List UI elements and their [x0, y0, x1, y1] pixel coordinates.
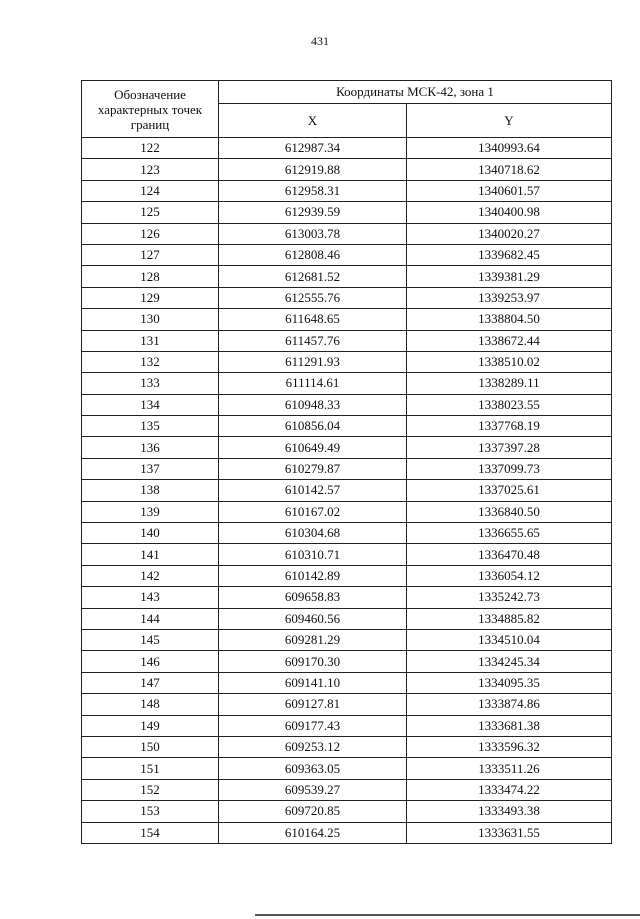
table-row: [82, 523, 612, 544]
point-id-cell: 134: [82, 394, 219, 415]
table-row: [82, 202, 612, 223]
point-id-cell: 151: [82, 758, 219, 779]
y-coordinate-cell: 1337025.61: [407, 480, 612, 501]
point-id-cell: 137: [82, 458, 219, 479]
table-row: [82, 223, 612, 244]
page-number: 431: [311, 34, 329, 48]
x-coordinate-cell: 611648.65: [219, 309, 407, 330]
point-id-cell: 139: [82, 501, 219, 522]
table-row: [82, 779, 612, 800]
header-y-label: Y: [407, 104, 612, 138]
table-row: [82, 480, 612, 501]
x-coordinate-cell: 610310.71: [219, 544, 407, 565]
y-coordinate-cell: 1333493.38: [407, 801, 612, 822]
y-coordinate-cell: 1333631.55: [407, 822, 612, 843]
point-id-cell: 143: [82, 587, 219, 608]
y-coordinate-cell: 1336054.12: [407, 565, 612, 586]
y-coordinate-cell: 1333681.38: [407, 715, 612, 736]
y-coordinate-cell: 1338289.11: [407, 373, 612, 394]
table-row: [82, 416, 612, 437]
y-coordinate-cell: 1336840.50: [407, 501, 612, 522]
y-coordinate-cell: 1338672.44: [407, 330, 612, 351]
point-id-cell: 150: [82, 736, 219, 757]
point-id-cell: 141: [82, 544, 219, 565]
point-id-cell: 122: [82, 138, 219, 159]
x-coordinate-cell: 609658.83: [219, 587, 407, 608]
point-id-cell: 145: [82, 629, 219, 650]
table-row: [82, 822, 612, 843]
y-coordinate-cell: 1337768.19: [407, 416, 612, 437]
point-id-cell: 136: [82, 437, 219, 458]
y-coordinate-cell: 1340400.98: [407, 202, 612, 223]
point-id-cell: 135: [82, 416, 219, 437]
y-coordinate-cell: 1337397.28: [407, 437, 612, 458]
x-coordinate-cell: 609539.27: [219, 779, 407, 800]
page-edge-line: [255, 914, 640, 916]
x-coordinate-cell: 610142.89: [219, 565, 407, 586]
y-coordinate-cell: 1340601.57: [407, 180, 612, 201]
point-id-cell: 138: [82, 480, 219, 501]
table-row: [82, 373, 612, 394]
point-id-cell: 153: [82, 801, 219, 822]
x-coordinate-cell: 612555.76: [219, 287, 407, 308]
header-coordinates-label: Координаты МСК-42, зона 1: [219, 81, 612, 104]
y-coordinate-cell: 1334095.35: [407, 672, 612, 693]
table-row: [82, 629, 612, 650]
table-row: [82, 394, 612, 415]
point-id-cell: 147: [82, 672, 219, 693]
point-id-cell: 124: [82, 180, 219, 201]
x-coordinate-cell: 610279.87: [219, 458, 407, 479]
table-row: [82, 266, 612, 287]
x-coordinate-cell: 612939.59: [219, 202, 407, 223]
x-coordinate-cell: 610167.02: [219, 501, 407, 522]
y-coordinate-cell: 1333596.32: [407, 736, 612, 757]
x-coordinate-cell: 611457.76: [219, 330, 407, 351]
x-coordinate-cell: 610856.04: [219, 416, 407, 437]
table-row: [82, 672, 612, 693]
point-id-cell: 152: [82, 779, 219, 800]
y-coordinate-cell: 1339682.45: [407, 244, 612, 265]
table-row: [82, 587, 612, 608]
point-id-cell: 133: [82, 373, 219, 394]
x-coordinate-cell: 610948.33: [219, 394, 407, 415]
table-row: [82, 651, 612, 672]
table-row: [82, 244, 612, 265]
x-coordinate-cell: 610304.68: [219, 523, 407, 544]
y-coordinate-cell: 1340718.62: [407, 159, 612, 180]
x-coordinate-cell: 609253.12: [219, 736, 407, 757]
point-id-cell: 140: [82, 523, 219, 544]
y-coordinate-cell: 1338804.50: [407, 309, 612, 330]
y-coordinate-cell: 1339253.97: [407, 287, 612, 308]
x-coordinate-cell: 609127.81: [219, 694, 407, 715]
table-row: [82, 736, 612, 757]
table-row: [82, 758, 612, 779]
point-id-cell: 130: [82, 309, 219, 330]
header-x-label: X: [219, 104, 407, 138]
x-coordinate-cell: 613003.78: [219, 223, 407, 244]
table-row: [82, 565, 612, 586]
x-coordinate-cell: 611114.61: [219, 373, 407, 394]
y-coordinate-cell: 1333474.22: [407, 779, 612, 800]
table-row: [82, 309, 612, 330]
table-row: [82, 330, 612, 351]
point-id-cell: 144: [82, 608, 219, 629]
table-row: [82, 159, 612, 180]
x-coordinate-cell: 609281.29: [219, 629, 407, 650]
table-row: [82, 608, 612, 629]
point-id-cell: 129: [82, 287, 219, 308]
x-coordinate-cell: 610649.49: [219, 437, 407, 458]
point-id-cell: 128: [82, 266, 219, 287]
table-row: [82, 458, 612, 479]
y-coordinate-cell: 1338023.55: [407, 394, 612, 415]
table-row: [82, 437, 612, 458]
table-row: [82, 351, 612, 372]
x-coordinate-cell: 609177.43: [219, 715, 407, 736]
y-coordinate-cell: 1333874.86: [407, 694, 612, 715]
point-id-cell: 142: [82, 565, 219, 586]
x-coordinate-cell: 610142.57: [219, 480, 407, 501]
x-coordinate-cell: 610164.25: [219, 822, 407, 843]
x-coordinate-cell: 611291.93: [219, 351, 407, 372]
point-id-cell: 146: [82, 651, 219, 672]
header-row-top: [82, 81, 612, 104]
y-coordinate-cell: 1336470.48: [407, 544, 612, 565]
point-id-cell: 126: [82, 223, 219, 244]
x-coordinate-cell: 609720.85: [219, 801, 407, 822]
table-row: [82, 544, 612, 565]
table-row: [82, 694, 612, 715]
point-id-cell: 149: [82, 715, 219, 736]
header-point-label: Обозначение характерных точек границ: [82, 81, 219, 138]
x-coordinate-cell: 612987.34: [219, 138, 407, 159]
table-row: [82, 715, 612, 736]
point-id-cell: 131: [82, 330, 219, 351]
x-coordinate-cell: 609141.10: [219, 672, 407, 693]
table-row: [82, 138, 612, 159]
y-coordinate-cell: 1334510.04: [407, 629, 612, 650]
y-coordinate-cell: 1334245.34: [407, 651, 612, 672]
x-coordinate-cell: 612919.88: [219, 159, 407, 180]
point-id-cell: 154: [82, 822, 219, 843]
point-id-cell: 123: [82, 159, 219, 180]
point-id-cell: 125: [82, 202, 219, 223]
coordinates-table: [81, 80, 612, 844]
table-row: [82, 287, 612, 308]
point-id-cell: 127: [82, 244, 219, 265]
y-coordinate-cell: 1334885.82: [407, 608, 612, 629]
x-coordinate-cell: 612958.31: [219, 180, 407, 201]
y-coordinate-cell: 1335242.73: [407, 587, 612, 608]
y-coordinate-cell: 1340993.64: [407, 138, 612, 159]
table-row: [82, 801, 612, 822]
x-coordinate-cell: 609170.30: [219, 651, 407, 672]
table-header: [82, 81, 612, 138]
point-id-cell: 148: [82, 694, 219, 715]
table-row: [82, 180, 612, 201]
table-row: [82, 501, 612, 522]
y-coordinate-cell: 1339381.29: [407, 266, 612, 287]
y-coordinate-cell: 1337099.73: [407, 458, 612, 479]
point-id-cell: 132: [82, 351, 219, 372]
y-coordinate-cell: 1338510.02: [407, 351, 612, 372]
y-coordinate-cell: 1333511.26: [407, 758, 612, 779]
x-coordinate-cell: 609460.56: [219, 608, 407, 629]
table-body: [82, 138, 612, 844]
x-coordinate-cell: 612808.46: [219, 244, 407, 265]
x-coordinate-cell: 609363.05: [219, 758, 407, 779]
y-coordinate-cell: 1340020.27: [407, 223, 612, 244]
x-coordinate-cell: 612681.52: [219, 266, 407, 287]
y-coordinate-cell: 1336655.65: [407, 523, 612, 544]
